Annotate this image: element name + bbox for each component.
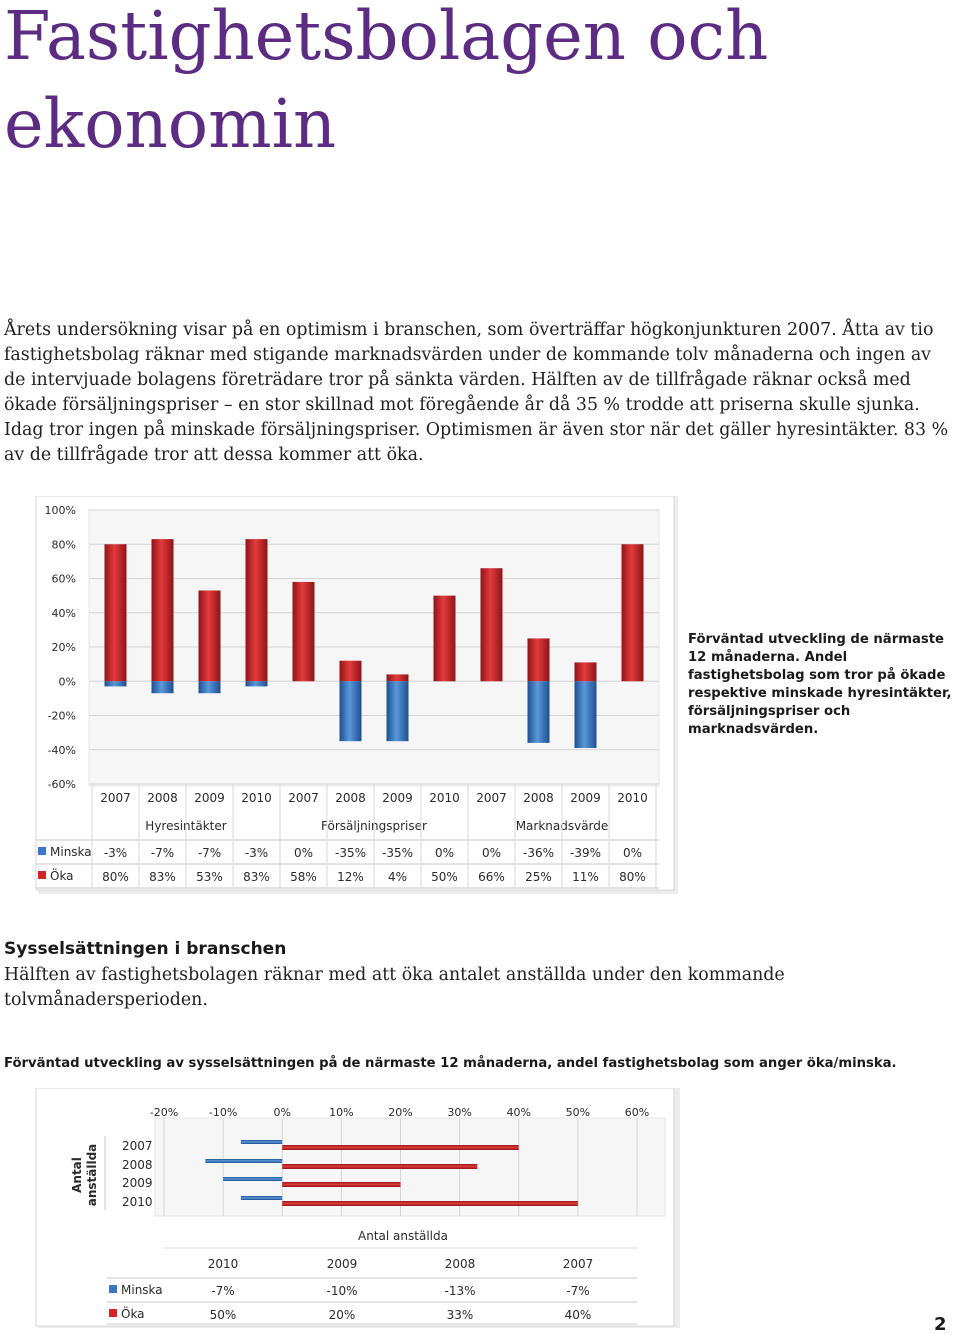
chart-2-bar-oka — [282, 1145, 519, 1150]
chart-1-bar-oka — [575, 662, 597, 681]
page-title: Fastighetsbolagen och ekonomin — [4, 0, 769, 163]
chart-1-category-label: 2008 — [523, 791, 554, 805]
chart-1-table-value-minska: -39% — [569, 846, 602, 860]
chart-2-title: Förväntad utveckling av sysselsättningen på de närmaste 12 månaderna, andel fastighetsbolag som anger öka/minska. — [4, 1056, 897, 1071]
chart-1-category-label: 2007 — [288, 791, 319, 805]
legend-swatch-minska — [38, 847, 46, 855]
chart-2-table-value-oka: 20% — [328, 1308, 356, 1322]
chart-1-table-value-minska: -35% — [334, 846, 367, 860]
chart-2-table-value-oka: 40% — [564, 1308, 592, 1322]
chart-1-table-value-minska: 0% — [622, 846, 643, 860]
chart-2-legend-swatch-minska — [109, 1285, 117, 1293]
chart-2-table-value-minska: -10% — [326, 1284, 358, 1298]
chart-2-bar-oka — [282, 1182, 400, 1187]
chart-2-category-label: 2007 — [122, 1139, 153, 1153]
chart-2-table-value-minska: -7% — [566, 1284, 590, 1298]
chart-1-ytick: -20% — [47, 709, 76, 723]
chart-2-xtick: 40% — [506, 1106, 531, 1119]
chart-1-group-label: Marknadsvärde — [515, 819, 609, 833]
chart-1-ytick: 80% — [51, 538, 76, 552]
page-number: 2 — [934, 1314, 947, 1335]
chart-2-table-year: 2009 — [326, 1257, 358, 1271]
chart-1-bar-oka — [387, 674, 409, 681]
chart-1-table-value-oka: 80% — [619, 870, 646, 884]
chart-1-table-value-minska: -35% — [381, 846, 414, 860]
chart-1-table-value-oka: 25% — [525, 870, 552, 884]
chart-2-bar-minska — [241, 1196, 282, 1200]
chart-1-table-value-oka: 12% — [337, 870, 364, 884]
chart-1-category-label: 2009 — [382, 791, 413, 805]
chart-1-ytick: 60% — [51, 572, 76, 586]
chart-1-table-value-oka: 83% — [149, 870, 176, 884]
legend-label-minska: Minska — [50, 845, 92, 859]
chart-1-table-value-minska: 0% — [434, 846, 455, 860]
chart-2-xlabel: Antal anställda — [358, 1229, 448, 1243]
chart-1-plot-area — [89, 510, 659, 786]
section-paragraph-sysselsattning: Hälften av fastighetsbolagen räknar med att öka antalet anställda under den kommande tolvmånadersperioden. — [4, 965, 785, 1010]
chart-1-bar-oka — [199, 590, 221, 681]
chart-2-xtick: 50% — [565, 1106, 591, 1119]
chart-1-bar-oka — [293, 582, 315, 681]
chart-1-category-label: 2009 — [194, 791, 225, 805]
chart-2-table-year: 2008 — [444, 1257, 476, 1271]
chart-1-bar-minska — [528, 681, 550, 743]
chart-1-table-value-minska: 0% — [293, 846, 314, 860]
legend-swatch-oka — [38, 871, 46, 879]
chart-1-bar-minska — [340, 681, 362, 741]
intro-paragraph: Årets undersökning visar på en optimism i branschen, som överträffar högkonjunkturen 2007. Åtta av tio fastighetsbolag räknar med stigande marknadsvärden under de kommande tolv månaderna och ingen av de intervjuade bolagens företrädare tror på sänkta värden. Hälften av de tillfrågade räknar också med ökade försäljningspriser – en stor skillnad mot föregående år då 35 % trodde att priserna skulle sjunka. Idag tror ingen på minskade försäljningspriser. Optimismen är även stor när det gäller hyresintäkter. 83 % av de tillfrågade tror att dessa kommer att öka. — [4, 320, 949, 465]
chart-1-table-value-oka: 11% — [572, 870, 599, 884]
chart-1-table-value-minska: -3% — [244, 846, 269, 860]
chart-1-category-label: 2009 — [570, 791, 601, 805]
chart-2-ylabel-line: Antal — [70, 1157, 84, 1193]
chart-2-category-label: 2010 — [122, 1195, 153, 1209]
chart-1-bar-oka — [246, 539, 268, 681]
chart-1-ytick: -60% — [47, 778, 76, 791]
chart-1-table-value-oka: 53% — [196, 870, 223, 884]
chart-1-category-label: 2007 — [476, 791, 507, 805]
chart-1-category-label: 2010 — [617, 791, 648, 805]
chart-2-xtick: 10% — [329, 1106, 354, 1119]
chart-1-table-value-oka: 66% — [478, 870, 505, 884]
chart-1-group-label: Försäljningspriser — [321, 819, 427, 833]
chart-1-bar-minska — [152, 681, 174, 693]
chart-2-xtick: 20% — [388, 1106, 413, 1119]
chart-2-bar-minska — [241, 1140, 282, 1144]
chart-1-bar-oka — [152, 539, 174, 681]
chart-2-xtick: 30% — [447, 1106, 472, 1119]
chart-1-ytick: 0% — [58, 675, 76, 689]
chart-2-bar-minska — [223, 1177, 282, 1181]
chart-forvantad-utveckling — [0, 496, 688, 896]
chart-2-xtick: -20% — [149, 1106, 179, 1119]
chart-1-bar-oka — [340, 661, 362, 682]
chart-2-xtick: 60% — [624, 1106, 650, 1119]
chart-1-table-value-minska: 0% — [481, 846, 502, 860]
chart-2-xtick: -10% — [208, 1106, 238, 1119]
chart-2-xtick: 0% — [273, 1106, 291, 1119]
chart-2-table-value-minska: -7% — [211, 1284, 235, 1298]
chart-1-bar-minska — [387, 681, 409, 741]
chart-sysselsattning — [0, 1088, 690, 1328]
chart-2-legend-swatch-oka — [109, 1309, 117, 1317]
chart-2-category-label: 2009 — [122, 1176, 153, 1190]
chart-2-category-label: 2008 — [122, 1158, 153, 1172]
chart-1-bar-oka — [528, 638, 550, 681]
chart-1-table-value-minska: -7% — [197, 846, 222, 860]
chart-1-table-value-oka: 80% — [102, 870, 129, 884]
chart-1-table-value-oka: 4% — [387, 870, 408, 884]
chart-1-caption: Förväntad utveckling de närmaste 12 månaderna. Andel fastighetsbolag som tror på ökade respektive minskade hyresintäkter, försäljningspriser och marknadsvärden. — [688, 632, 952, 737]
chart-2-bar-minska — [205, 1159, 282, 1163]
chart-1-bar-minska — [575, 681, 597, 748]
chart-2-legend-label-minska: Minska — [121, 1283, 163, 1297]
chart-1-bar-minska — [246, 681, 268, 686]
chart-1-bar-oka — [622, 544, 644, 681]
chart-1-category-label: 2007 — [100, 791, 131, 805]
chart-2-table-value-oka: 50% — [209, 1308, 237, 1322]
chart-1-table-value-oka: 83% — [243, 870, 270, 884]
chart-1-bar-oka — [105, 544, 127, 681]
chart-1-table-value-minska: -36% — [522, 846, 555, 860]
chart-1-table-value-minska: -3% — [103, 846, 128, 860]
chart-1-bar-oka — [434, 596, 456, 682]
chart-1-ytick: 100% — [44, 504, 76, 517]
chart-1-ytick: -40% — [47, 743, 76, 757]
legend-label-oka: Öka — [50, 869, 74, 883]
chart-1-category-label: 2010 — [429, 791, 460, 805]
chart-1-category-label: 2008 — [147, 791, 178, 805]
chart-2-table-value-oka: 33% — [446, 1308, 474, 1322]
chart-2-bar-oka — [282, 1201, 578, 1206]
chart-2-table-year: 2007 — [562, 1257, 594, 1271]
chart-1-bar-oka — [481, 568, 503, 681]
chart-1-bar-minska — [199, 681, 221, 693]
chart-2-ylabel-line: anställda — [85, 1143, 99, 1207]
chart-1-table-value-oka: 50% — [431, 870, 458, 884]
chart-1-ytick: 20% — [51, 641, 76, 654]
chart-1-category-label: 2010 — [241, 791, 272, 805]
chart-2-table-value-minska: -13% — [444, 1284, 476, 1298]
chart-2-table-year: 2010 — [207, 1257, 239, 1271]
chart-1-table-value-minska: -7% — [150, 846, 175, 860]
section-heading-sysselsattning: Sysselsättningen i branschen — [4, 939, 287, 959]
chart-2-legend-label-oka: Öka — [121, 1307, 145, 1321]
chart-1-table-value-oka: 58% — [290, 870, 317, 884]
chart-2-bar-oka — [282, 1164, 477, 1169]
chart-1-group-label: Hyresintäkter — [145, 819, 227, 833]
chart-1-category-label: 2008 — [335, 791, 366, 805]
chart-1-ytick: 40% — [51, 606, 76, 620]
chart-1-bar-minska — [105, 681, 127, 686]
